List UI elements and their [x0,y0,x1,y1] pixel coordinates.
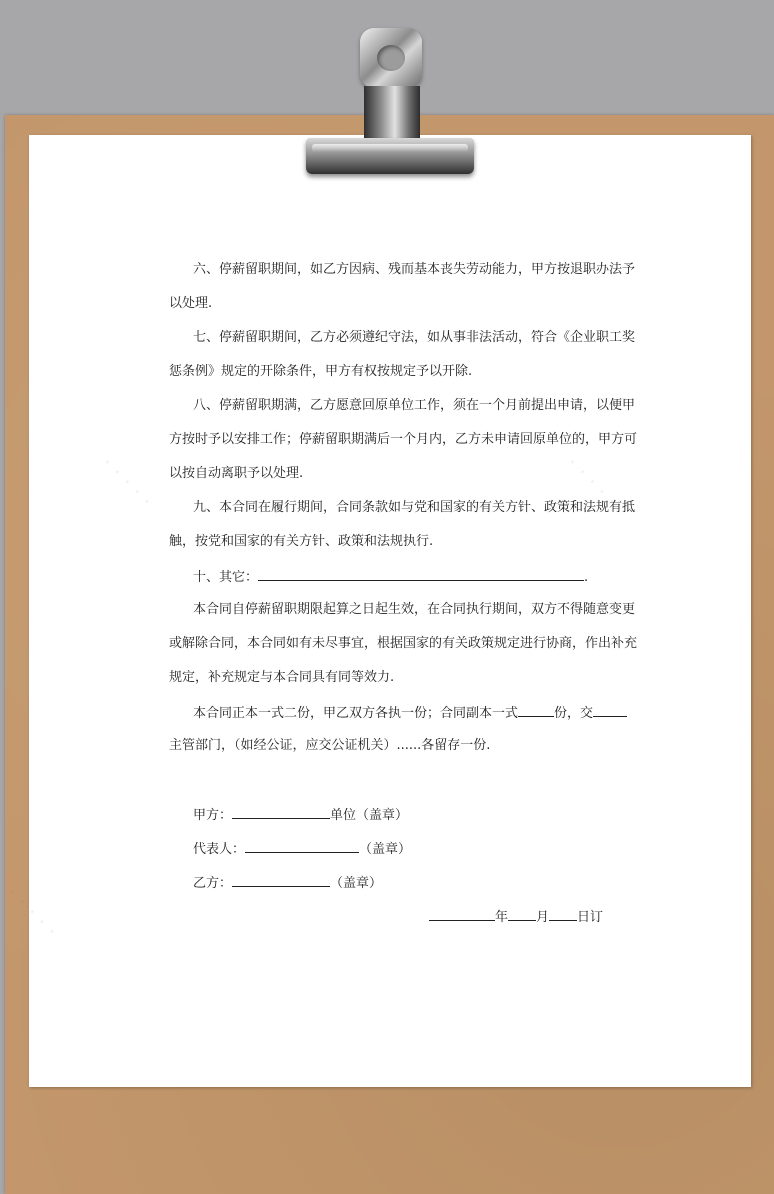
clause-10-end: . [584,570,589,585]
clip-base-icon [306,138,474,174]
clause-9-line-2: 触，按党和国家的有关方针、政策和法规执行. [169,534,434,549]
party-a-signature [193,806,408,824]
effect-line-1: 本合同自停薪留职期限起算之日起生效，在合同执行期间，双方不得随意变更 [193,602,636,617]
clause-6-line-2: 以处理. [169,296,213,311]
watermark-decoration: · · · · · [0,881,63,944]
effect-line-3: 规定，补充规定与本合同具有同等效力. [169,670,395,685]
clause-7-line-1: 七、停薪留职期间，乙方必须遵纪守法，如从事非法活动，符合《企业职工奖 [193,330,636,345]
party-b-signature [193,874,382,892]
month-label: 月 [536,910,550,925]
clip-ring-icon [360,28,422,88]
copies-count-blank[interactable] [518,704,554,717]
clause-9-line-1: 九、本合同在履行期间，合同条款如与党和国家的有关方针、政策和法规有抵 [193,500,636,515]
copies-line-2: 主管部门，（如经公证，应交公证机关）......各留存一份. [169,738,491,753]
signing-date [429,908,603,926]
party-b-suffix: （盖章） [330,876,383,891]
copies-line-1 [193,704,627,722]
clause-7-line-2: 惩条例》规定的开除条件，甲方有权按规定予以开除. [169,364,473,379]
party-b-blank[interactable] [232,874,330,887]
representative-suffix: （盖章） [359,842,412,857]
clause-8-line-2: 方按时予以安排工作；停薪留职期满后一个月内，乙方未申请回原单位的，甲方可 [169,432,638,447]
clause-8-line-1: 八、停薪留职期满，乙方愿意回原单位工作，须在一个月前提出申请，以便甲 [193,398,636,413]
party-b-label: 乙方： [193,876,233,891]
year-blank[interactable] [429,908,495,921]
party-a-suffix: 单位（盖章） [330,808,409,823]
effect-line-2: 或解除合同，本合同如有未尽事宜，根据国家的有关政策规定进行协商，作出补充 [169,636,638,651]
representative-label: 代表人： [193,842,246,857]
party-a-blank[interactable] [232,806,330,819]
representative-signature [193,840,411,858]
other-terms-blank[interactable] [258,568,584,581]
year-label: 年 [495,910,509,925]
month-blank[interactable] [508,908,536,921]
representative-blank[interactable] [245,840,359,853]
clause-10-line [193,568,588,586]
clause-10-label: 十、其它： [193,570,259,585]
watermark-decoration: · · · · · [95,451,158,514]
recipient-blank[interactable] [593,704,627,717]
clause-8-line-3: 以按自动离职予以处理. [169,466,304,481]
watermark-decoration: · · · · · [560,451,623,514]
day-label: 日订 [577,910,604,925]
party-a-label: 甲方： [193,808,233,823]
copies-text-b: 份，交 [554,706,594,721]
day-blank[interactable] [549,908,577,921]
clause-6-line-1: 六、停薪留职期间，如乙方因病、残而基本丧失劳动能力，甲方按退职办法予 [193,262,636,277]
clip-neck-icon [364,86,420,141]
copies-text-a: 本合同正本一式二份，甲乙双方各执一份；合同副本一式 [193,706,519,721]
